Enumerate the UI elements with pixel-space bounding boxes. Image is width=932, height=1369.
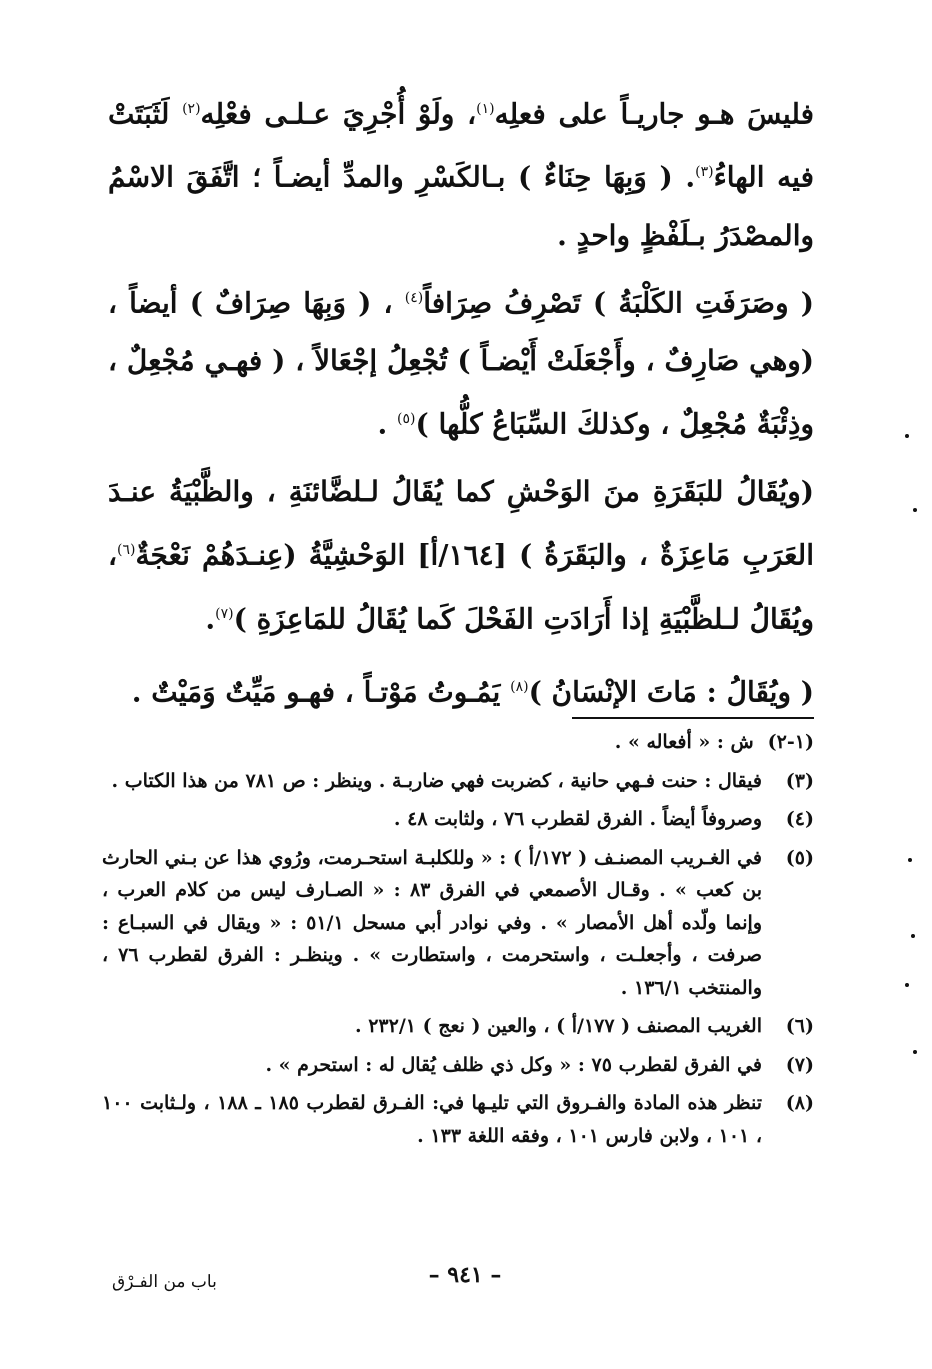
paragraph-text: يَمُـوتُ مَوْتـاً ، فهـو مَيِّتٌ وَمَيْتٌ .: [131, 675, 511, 709]
footnote-ref: (٤): [404, 289, 424, 306]
footnote: [102, 1010, 814, 1043]
footnote-text: ش : « أفعاله » .: [614, 731, 754, 753]
footnote-ref: (٢): [182, 101, 201, 117]
footnote-number: (٦): [785, 1015, 814, 1037]
footnote-text: في الفرق لقطرب ٧٥ : « وكل ذي ظلف يُقال له : استحرم » .: [265, 1053, 762, 1076]
paragraph-text: .: [205, 601, 216, 635]
footnote-text: فيقال : حنت فـهي حانية ، كضربت فهي ضاربـة . وينظر : ص ٧٨١ من هذا الكتاب .: [111, 769, 762, 792]
paragraph-text: لَثَبَتَتْ فيه الهاءُ: [108, 97, 814, 194]
paragraph: [108, 658, 814, 721]
paragraph: [108, 463, 814, 648]
footnote-text: وصروفاً أيضاً . الفرق لقطرب ٧٦ ، ولثابت ٤٨ .: [393, 808, 762, 830]
scan-speck: [913, 1050, 917, 1054]
footnote: [102, 1049, 814, 1082]
scan-speck: [913, 508, 917, 512]
paragraph-text: ( ويُقَالُ : مَاتَ الإنْسَانُ ): [528, 675, 814, 709]
scan-speck: [908, 858, 912, 862]
footnote-separator: [572, 717, 814, 719]
footnote-number: (٥): [785, 846, 814, 869]
scan-speck: [911, 934, 915, 938]
footnote-number: (٤): [785, 808, 814, 830]
footnote: [102, 803, 814, 836]
main-text: [108, 80, 814, 731]
footnote-number: (١-٢): [767, 731, 814, 753]
paragraph-text: فليسَ هـو جاريـاً على فعلِه: [494, 97, 814, 131]
footnotes: [102, 726, 814, 1158]
footnote-number: (٣): [785, 769, 814, 792]
paragraph-text: . ( وَبِهَا حِنَاءٌ ) بـالكَسْرِ والمدِّ أيضـاً ؛ اتَّفَقَ الاسْمُ والمصْدَرُ بـلَفْظٍ واحدٍ .: [108, 160, 814, 252]
footnote: [102, 1087, 814, 1152]
footnote: [102, 842, 814, 1005]
paragraph-text: ( وصَرَفَتِ الكَلْبَةُ ) تَصْرِفُ صِرَافاً: [423, 285, 814, 319]
paragraph: [108, 269, 814, 454]
footnote-ref: (٣): [695, 164, 714, 181]
footnote-number: (٨): [785, 1092, 814, 1114]
scan-speck: [905, 983, 909, 987]
paragraph: [108, 80, 814, 265]
paragraph-text: ، ( وَبِهَا صِرَافٌ ) أيضاً ، (وهي صَارِفٌ ، وأَجْعَلَتْ أَيْضـاً ) تُجْعِلُ إجْعَالاً ، ( فهـي مُجْعِلٌ ، وذِئْبَةٌ مُجْعِلٌ ، وكذلكَ السِّبَاعُ كلُّها ): [108, 285, 814, 441]
footnote-ref: (٨): [510, 678, 529, 695]
footnote-text: الغريب المصنف ( ١٧٧/أ ) ، والعين ( نعج ) ٢٣٢/١ .: [354, 1015, 762, 1037]
paragraph-text: (ويُقَالُ للبَقَرَةِ منَ الوَحْشِ كما يُقَالُ لـلضَّائنَةِ ، والظَّبْيَةُ عنـدَ العَرَبِ مَاعِزَةٌ ، والبَقَرَةُ ) [١٦٤/أ] الوَحْشِيَّةُ (عِنـدَهُمْ نَعْجَةٌ: [108, 475, 814, 572]
footnote-ref: (٧): [215, 605, 234, 622]
page-number: – ٩٤١ –: [428, 1262, 502, 1288]
footnote-text: تنظر هذه المادة والفـروق التي تليـها في: الفـرق لقطرب ١٨٥ ـ ١٨٨ ، ولـثابت ١٠٠ ، ١٠١ ، ولابن فارس ١٠١ ، وفقه اللغة ١٣٣ .: [102, 1092, 763, 1147]
footnote: [102, 726, 814, 759]
paragraph-text: ، ولَوْ أُجْرِيَ عـلـى فعْلِه: [200, 97, 477, 131]
footnote-ref: (١): [476, 101, 495, 117]
footnote-ref: (٥): [397, 410, 416, 427]
footnote-text: في الغـريب المصنـف ( ١٧٢/أ ) : « وللكلبـة استحـرمت، ورُوي هذا عن بـني الحارث بن كعب » . وقـال الأصمعي في الفرق ٨٣ : « الصـارف ليس من كلام العرب ، وإنما ولّده أهل الأمصار » . وفي نوادر أبي مسحل ٥١/١ : « ويقال في السبـاع : صرفت ، وأجعلـت ، واستحرمت ، واستطارت » . وينظـر : الفرق لقطرب ٧٦ ، والمنتخب ١٣٦/١ .: [102, 846, 763, 999]
footnote: [102, 765, 814, 798]
paragraph-text: ، ويُقَالُ لـلظَّبْيَةِ إذا أَرَادَتِ الفَحْلَ كَما يُقَالُ للمَاعِزَةِ ): [108, 538, 814, 635]
paragraph-text: .: [377, 407, 398, 441]
footnote-ref: (٦): [117, 542, 136, 559]
footnote-number: (٧): [785, 1053, 814, 1076]
scan-speck: [905, 434, 909, 438]
running-title: باب من الفـرْق: [112, 1272, 217, 1292]
